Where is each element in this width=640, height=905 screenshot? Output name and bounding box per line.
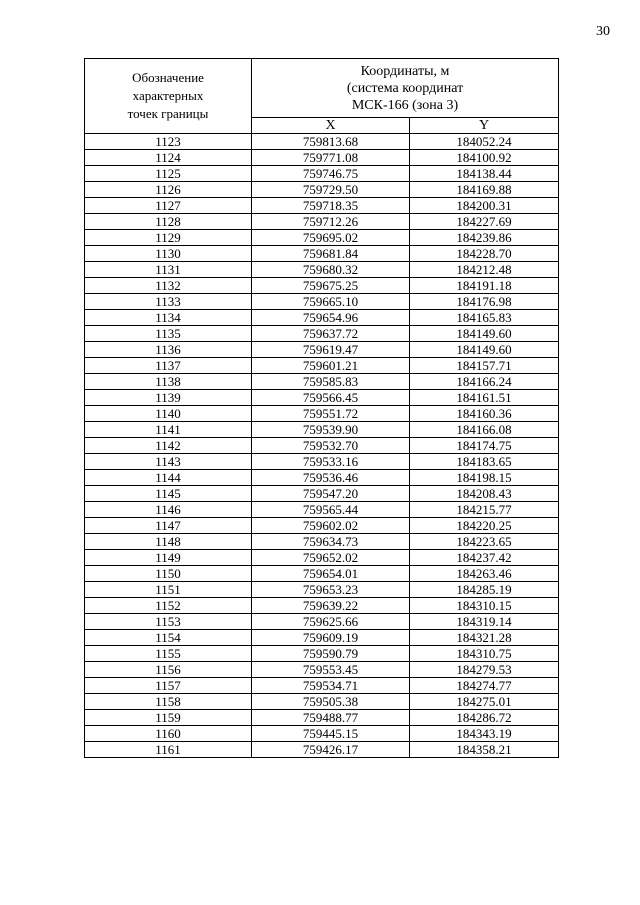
point-id-cell: 1123 (85, 134, 252, 150)
page-number: 30 (596, 24, 610, 39)
table-row (85, 390, 559, 406)
point-id-cell: 1140 (85, 406, 252, 422)
y-coordinate-cell: 184149.60 (410, 326, 559, 342)
point-id-cell: 1160 (85, 726, 252, 742)
x-coordinate-cell: 759536.46 (252, 470, 410, 486)
table-row (85, 486, 559, 502)
point-id-cell: 1147 (85, 518, 252, 534)
table-row (85, 342, 559, 358)
x-coordinate-cell: 759553.45 (252, 662, 410, 678)
header-y: Y (410, 118, 559, 134)
table-row (85, 646, 559, 662)
x-coordinate-cell: 759681.84 (252, 246, 410, 262)
x-coordinate-cell: 759634.73 (252, 534, 410, 550)
y-coordinate-cell: 184174.75 (410, 438, 559, 454)
x-coordinate-cell: 759426.17 (252, 742, 410, 758)
y-coordinate-cell: 184157.71 (410, 358, 559, 374)
y-coordinate-cell: 184279.53 (410, 662, 559, 678)
table-row (85, 550, 559, 566)
y-coordinate-cell: 184310.15 (410, 598, 559, 614)
y-coordinate-cell: 184220.25 (410, 518, 559, 534)
point-id-cell: 1124 (85, 150, 252, 166)
y-coordinate-cell: 184166.24 (410, 374, 559, 390)
table-row (85, 582, 559, 598)
header-coords-line-3: МСК-166 (зона 3) (351, 97, 459, 113)
x-coordinate-cell: 759488.77 (252, 710, 410, 726)
x-coordinate-cell: 759654.96 (252, 310, 410, 326)
table-row (85, 182, 559, 198)
header-coords-line-2: (система координат (346, 80, 464, 96)
table-row (85, 630, 559, 646)
table-row (85, 374, 559, 390)
point-id-cell: 1130 (85, 246, 252, 262)
point-id-cell: 1131 (85, 262, 252, 278)
point-id-cell: 1161 (85, 742, 252, 758)
table-row (85, 198, 559, 214)
x-coordinate-cell: 759565.44 (252, 502, 410, 518)
point-id-cell: 1144 (85, 470, 252, 486)
y-coordinate-cell: 184052.24 (410, 134, 559, 150)
point-id-cell: 1158 (85, 694, 252, 710)
table-row (85, 246, 559, 262)
y-coordinate-cell: 184228.70 (410, 246, 559, 262)
x-coordinate-cell: 759675.25 (252, 278, 410, 294)
point-id-cell: 1142 (85, 438, 252, 454)
table-row (85, 726, 559, 742)
y-coordinate-cell: 184310.75 (410, 646, 559, 662)
x-coordinate-cell: 759712.26 (252, 214, 410, 230)
x-coordinate-cell: 759566.45 (252, 390, 410, 406)
y-coordinate-cell: 184166.08 (410, 422, 559, 438)
y-coordinate-cell: 184286.72 (410, 710, 559, 726)
table-row (85, 214, 559, 230)
x-coordinate-cell: 759532.70 (252, 438, 410, 454)
point-id-cell: 1139 (85, 390, 252, 406)
table-row (85, 230, 559, 246)
point-id-cell: 1149 (85, 550, 252, 566)
y-coordinate-cell: 184198.15 (410, 470, 559, 486)
x-coordinate-cell: 759746.75 (252, 166, 410, 182)
table-row (85, 742, 559, 758)
y-coordinate-cell: 184227.69 (410, 214, 559, 230)
x-coordinate-cell: 759680.32 (252, 262, 410, 278)
y-coordinate-cell: 184275.01 (410, 694, 559, 710)
x-coordinate-cell: 759625.66 (252, 614, 410, 630)
table-row (85, 470, 559, 486)
x-coordinate-cell: 759665.10 (252, 294, 410, 310)
x-coordinate-cell: 759585.83 (252, 374, 410, 390)
point-id-cell: 1138 (85, 374, 252, 390)
table-row (85, 662, 559, 678)
point-id-cell: 1153 (85, 614, 252, 630)
header-point-line-2: характерных (132, 88, 204, 103)
table-row (85, 294, 559, 310)
header-coordinates (252, 59, 559, 118)
y-coordinate-cell: 184321.28 (410, 630, 559, 646)
x-coordinate-cell: 759695.02 (252, 230, 410, 246)
header-coords-line-1: Координаты, м (360, 63, 450, 79)
y-coordinate-cell: 184237.42 (410, 550, 559, 566)
x-coordinate-cell: 759653.23 (252, 582, 410, 598)
header-row-top (85, 59, 559, 118)
header-point-line-1: Обозначение (132, 70, 204, 85)
x-coordinate-cell: 759637.72 (252, 326, 410, 342)
table-row (85, 678, 559, 694)
table-body (85, 134, 559, 758)
point-id-cell: 1128 (85, 214, 252, 230)
x-coordinate-cell: 759590.79 (252, 646, 410, 662)
table-row (85, 358, 559, 374)
table-row (85, 422, 559, 438)
x-coordinate-cell: 759771.08 (252, 150, 410, 166)
table-row (85, 454, 559, 470)
table-row (85, 326, 559, 342)
y-coordinate-cell: 184165.83 (410, 310, 559, 326)
x-coordinate-cell: 759639.22 (252, 598, 410, 614)
table-row (85, 566, 559, 582)
y-coordinate-cell: 184358.21 (410, 742, 559, 758)
point-id-cell: 1146 (85, 502, 252, 518)
point-id-cell: 1133 (85, 294, 252, 310)
point-id-cell: 1132 (85, 278, 252, 294)
point-id-cell: 1135 (85, 326, 252, 342)
table-row (85, 502, 559, 518)
y-coordinate-cell: 184160.36 (410, 406, 559, 422)
point-id-cell: 1129 (85, 230, 252, 246)
x-coordinate-cell: 759813.68 (252, 134, 410, 150)
x-coordinate-cell: 759533.16 (252, 454, 410, 470)
table-row (85, 694, 559, 710)
point-id-cell: 1137 (85, 358, 252, 374)
x-coordinate-cell: 759539.90 (252, 422, 410, 438)
x-coordinate-cell: 759602.02 (252, 518, 410, 534)
y-coordinate-cell: 184239.86 (410, 230, 559, 246)
header-x: X (252, 118, 410, 134)
header-point-designation (85, 59, 252, 134)
y-coordinate-cell: 184343.19 (410, 726, 559, 742)
y-coordinate-cell: 184138.44 (410, 166, 559, 182)
y-coordinate-cell: 184183.65 (410, 454, 559, 470)
table-row (85, 166, 559, 182)
point-id-cell: 1143 (85, 454, 252, 470)
header-point-line-3: точек границы (127, 106, 209, 121)
y-coordinate-cell: 184176.98 (410, 294, 559, 310)
table-row (85, 598, 559, 614)
table-row (85, 262, 559, 278)
x-coordinate-cell: 759652.02 (252, 550, 410, 566)
y-coordinate-cell: 184285.19 (410, 582, 559, 598)
y-coordinate-cell: 184200.31 (410, 198, 559, 214)
table-row (85, 438, 559, 454)
y-coordinate-cell: 184215.77 (410, 502, 559, 518)
x-coordinate-cell: 759654.01 (252, 566, 410, 582)
table-row (85, 406, 559, 422)
y-coordinate-cell: 184212.48 (410, 262, 559, 278)
y-coordinate-cell: 184169.88 (410, 182, 559, 198)
x-coordinate-cell: 759718.35 (252, 198, 410, 214)
table-row (85, 134, 559, 150)
point-id-cell: 1126 (85, 182, 252, 198)
table-row (85, 710, 559, 726)
point-id-cell: 1152 (85, 598, 252, 614)
x-coordinate-cell: 759534.71 (252, 678, 410, 694)
point-id-cell: 1157 (85, 678, 252, 694)
x-coordinate-cell: 759551.72 (252, 406, 410, 422)
point-id-cell: 1148 (85, 534, 252, 550)
x-coordinate-cell: 759547.20 (252, 486, 410, 502)
point-id-cell: 1151 (85, 582, 252, 598)
y-coordinate-cell: 184149.60 (410, 342, 559, 358)
point-id-cell: 1125 (85, 166, 252, 182)
point-id-cell: 1154 (85, 630, 252, 646)
x-coordinate-cell: 759729.50 (252, 182, 410, 198)
y-coordinate-cell: 184263.46 (410, 566, 559, 582)
table-row (85, 534, 559, 550)
x-coordinate-cell: 759609.19 (252, 630, 410, 646)
x-coordinate-cell: 759601.21 (252, 358, 410, 374)
table-row (85, 150, 559, 166)
table-header (85, 59, 559, 134)
point-id-cell: 1134 (85, 310, 252, 326)
y-coordinate-cell: 184223.65 (410, 534, 559, 550)
point-id-cell: 1155 (85, 646, 252, 662)
x-coordinate-cell: 759619.47 (252, 342, 410, 358)
y-coordinate-cell: 184191.18 (410, 278, 559, 294)
point-id-cell: 1159 (85, 710, 252, 726)
table-row (85, 310, 559, 326)
point-id-cell: 1145 (85, 486, 252, 502)
point-id-cell: 1141 (85, 422, 252, 438)
y-coordinate-cell: 184274.77 (410, 678, 559, 694)
table-row (85, 518, 559, 534)
boundary-coordinates-table (84, 58, 559, 758)
y-coordinate-cell: 184319.14 (410, 614, 559, 630)
y-coordinate-cell: 184161.51 (410, 390, 559, 406)
y-coordinate-cell: 184208.43 (410, 486, 559, 502)
x-coordinate-cell: 759505.38 (252, 694, 410, 710)
y-coordinate-cell: 184100.92 (410, 150, 559, 166)
x-coordinate-cell: 759445.15 (252, 726, 410, 742)
table-row (85, 278, 559, 294)
point-id-cell: 1136 (85, 342, 252, 358)
table-row (85, 614, 559, 630)
point-id-cell: 1150 (85, 566, 252, 582)
point-id-cell: 1127 (85, 198, 252, 214)
point-id-cell: 1156 (85, 662, 252, 678)
